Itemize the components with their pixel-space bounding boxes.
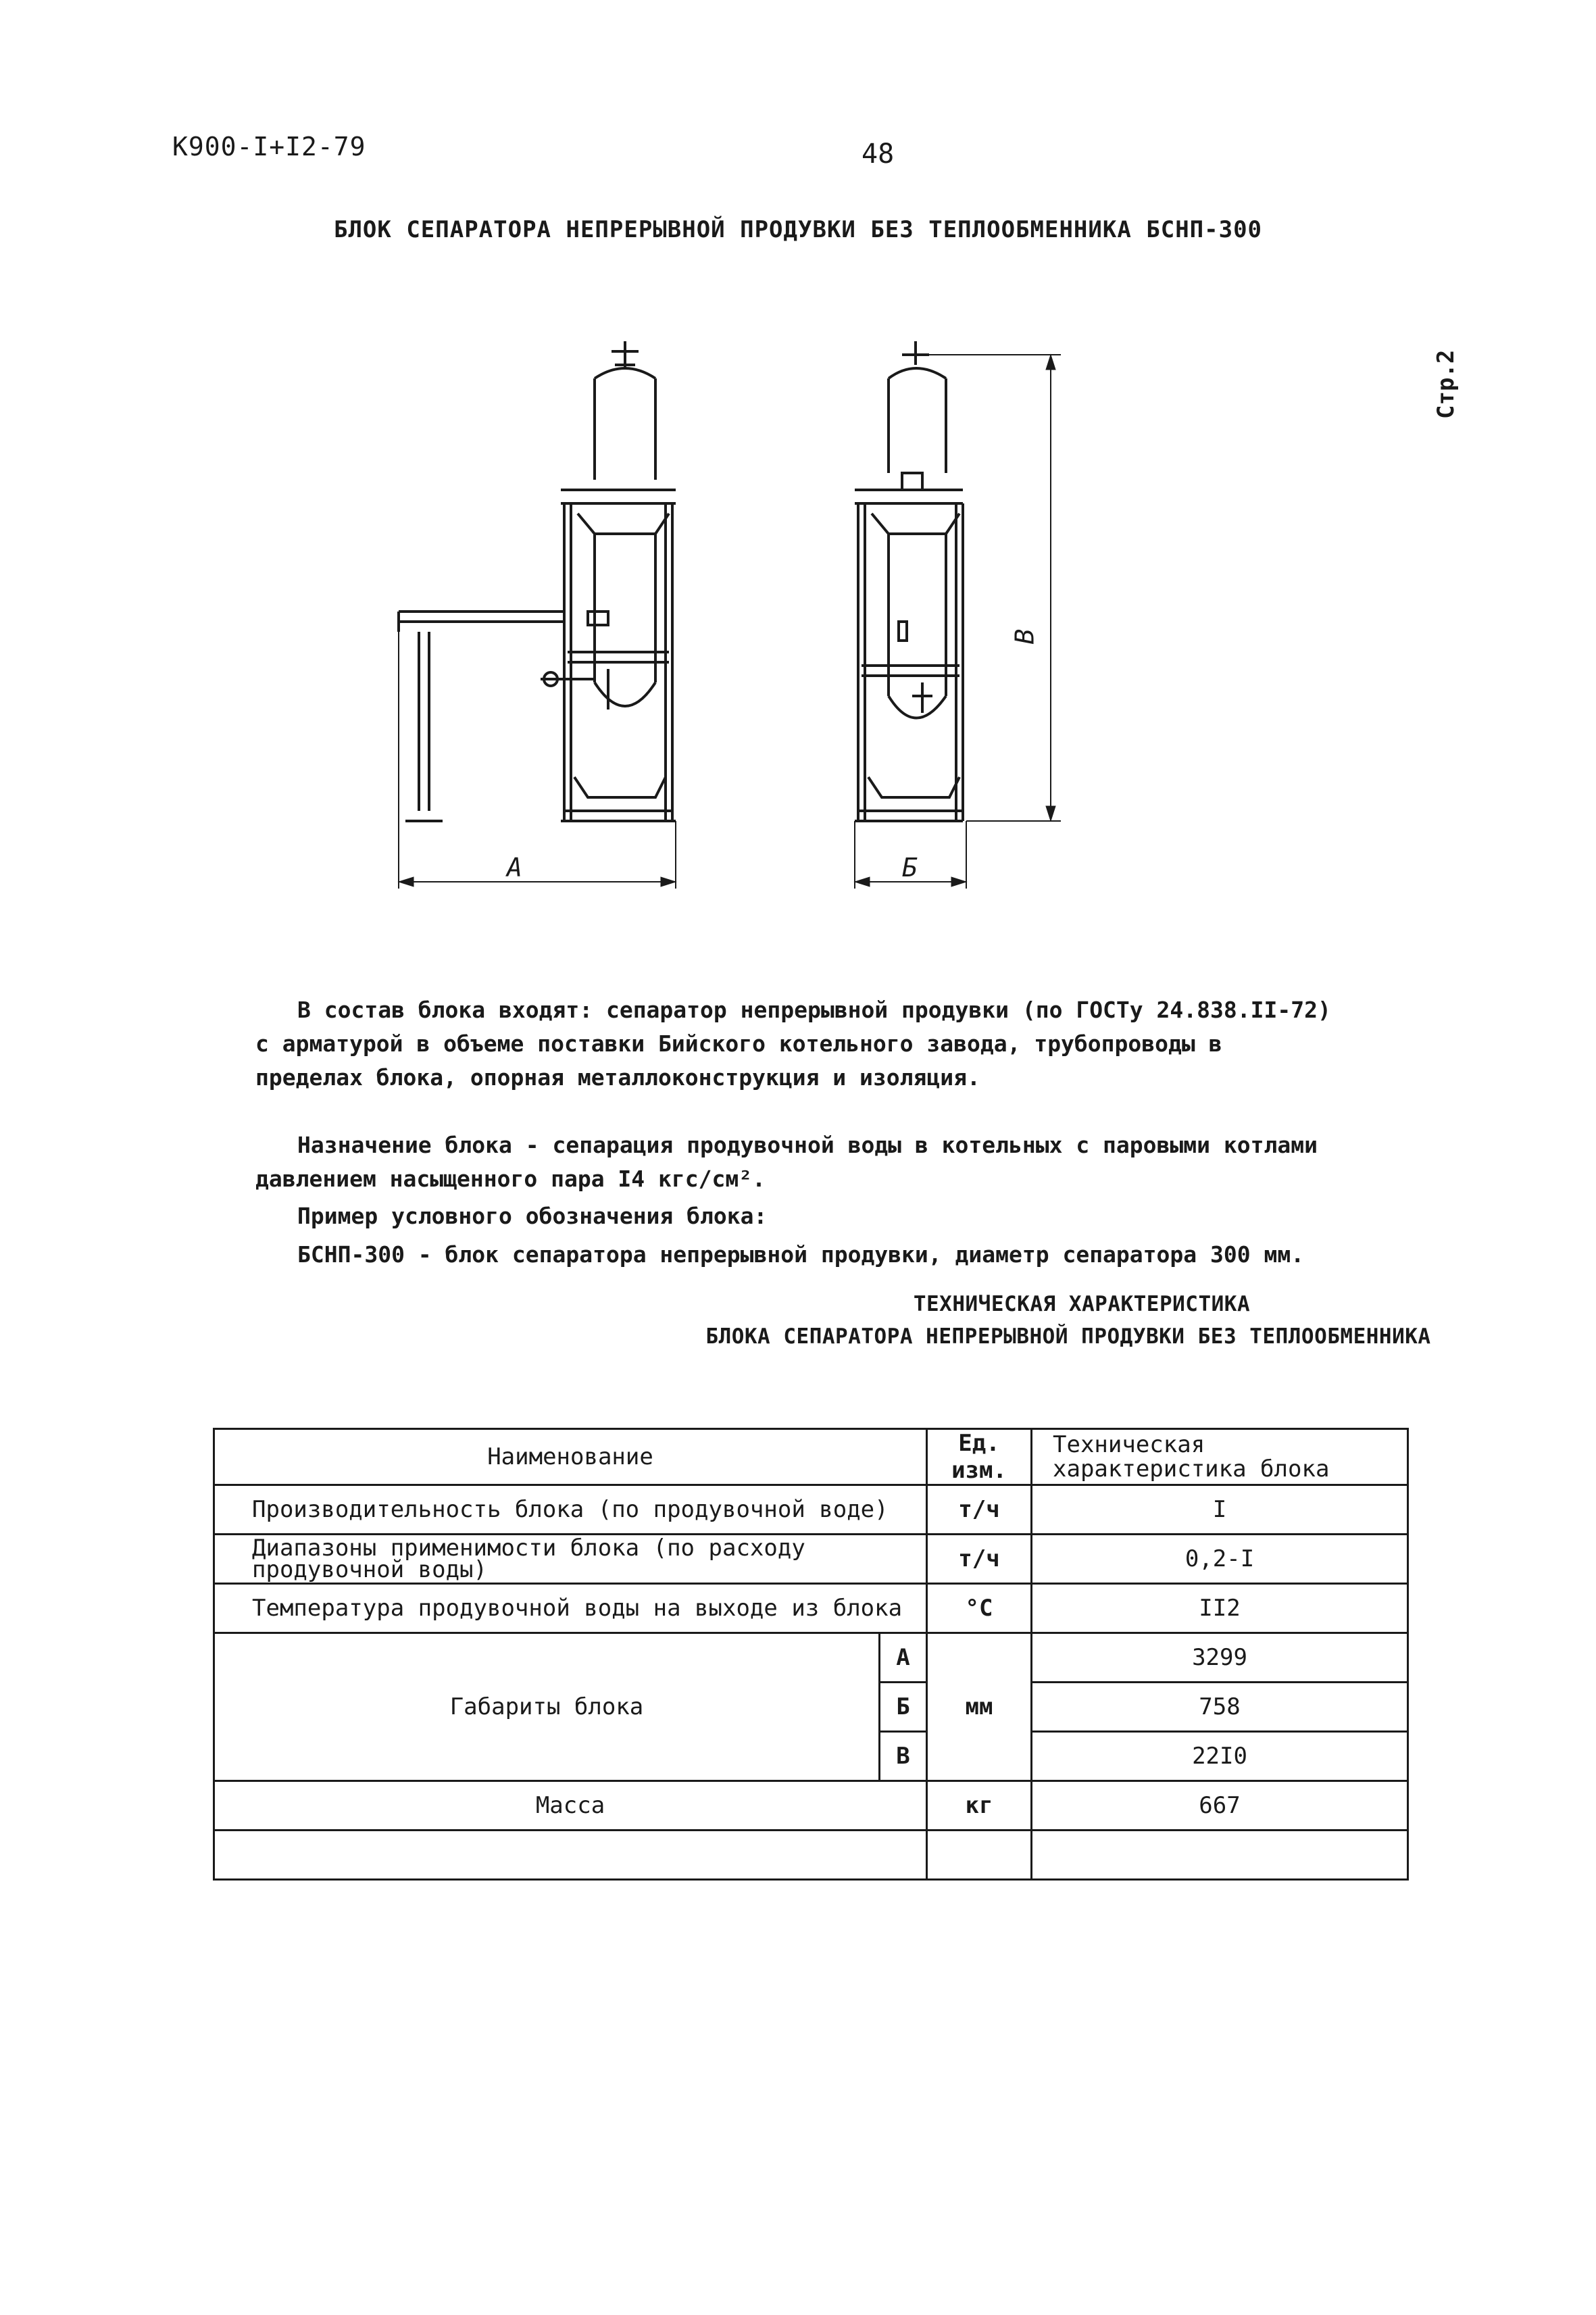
empty-row bbox=[214, 1831, 1408, 1880]
purpose-line-2: давлением насыщенного пара I4 кгс/см². bbox=[255, 1166, 766, 1192]
dimension-label-b: Б bbox=[902, 853, 918, 882]
empty-cell bbox=[1032, 1831, 1408, 1880]
sheet-side-label: Стр.2 bbox=[1432, 349, 1460, 419]
table-row bbox=[214, 1584, 1408, 1633]
row-value: I bbox=[1032, 1485, 1408, 1535]
technical-drawing bbox=[0, 0, 1596, 946]
table-header-row bbox=[214, 1429, 1408, 1485]
dims-value-a: 3299 bbox=[1032, 1633, 1408, 1683]
tech-title-line-1: ТЕХНИЧЕСКАЯ ХАРАКТЕРИСТИКА bbox=[913, 1292, 1251, 1316]
header-unit: Ед. изм. bbox=[927, 1429, 1032, 1485]
mass-name: Масса bbox=[214, 1781, 927, 1831]
purpose-paragraph bbox=[255, 1128, 1318, 1196]
dims-unit: мм bbox=[927, 1633, 1032, 1781]
tech-title-line-2: БЛОКА СЕПАРАТОРА НЕПРЕРЫВНОЙ ПРОДУВКИ БЕЗ ТЕПЛООБМЕННИКА bbox=[705, 1324, 1431, 1349]
row-value: 0,2-I bbox=[1032, 1535, 1408, 1584]
row-name: Производительность блока (по продувочной воде) bbox=[214, 1485, 927, 1535]
row-name: Температура продувочной воды на выходе из блока bbox=[214, 1584, 927, 1633]
purpose-line-1: Назначение блока - сепарация продувочной воды в котельных с паровыми котлами bbox=[297, 1132, 1318, 1158]
dims-letter-a: А bbox=[880, 1633, 927, 1683]
composition-line-1: В состав блока входят: сепаратор непрерывной продувки (по ГОСТу 24.838.II-72) bbox=[297, 997, 1331, 1023]
row-name: Диапазоны применимости блока (по расходу продувочной воды) bbox=[214, 1535, 927, 1584]
dimension-label-a: А bbox=[507, 853, 522, 882]
composition-paragraph bbox=[255, 993, 1331, 1095]
header-value-line-2: характеристика блока bbox=[1053, 1455, 1330, 1483]
dims-name: Габариты блока bbox=[214, 1633, 880, 1781]
page-number: 48 bbox=[862, 139, 895, 170]
table-row bbox=[214, 1535, 1408, 1584]
document-code: К900-I+I2-79 bbox=[172, 132, 366, 161]
dims-value-b: 758 bbox=[1032, 1683, 1408, 1732]
row-unit: °С bbox=[927, 1584, 1032, 1633]
dimension-label-v: В bbox=[1009, 628, 1040, 645]
mass-row bbox=[214, 1781, 1408, 1831]
mass-value: 667 bbox=[1032, 1781, 1408, 1831]
table-row bbox=[214, 1485, 1408, 1535]
page-title: БЛОК СЕПАРАТОРА НЕПРЕРЫВНОЙ ПРОДУВКИ БЕЗ ТЕПЛООБМЕННИКА БСНП-300 bbox=[333, 216, 1263, 243]
dims-letter-v: В bbox=[880, 1732, 927, 1781]
composition-line-2: с арматурой в объеме поставки Бийского котельного завода, трубопроводы в bbox=[255, 1030, 1222, 1057]
spec-table bbox=[213, 1428, 1409, 1881]
row-unit: т/ч bbox=[927, 1485, 1032, 1535]
dims-value-v: 22I0 bbox=[1032, 1732, 1408, 1781]
header-value bbox=[1032, 1429, 1408, 1485]
front-view bbox=[399, 341, 676, 889]
header-name: Наименование bbox=[214, 1429, 927, 1485]
example-text: БСНП-300 - блок сепаратора непрерывной продувки, диаметр сепаратора 300 мм. bbox=[297, 1241, 1305, 1268]
empty-cell bbox=[927, 1831, 1032, 1880]
dims-row-a bbox=[214, 1633, 1408, 1683]
row-value: II2 bbox=[1032, 1584, 1408, 1633]
example-heading: Пример условного обозначения блока: bbox=[297, 1203, 768, 1229]
row-unit: т/ч bbox=[927, 1535, 1032, 1584]
header-value-line-1: Техническая bbox=[1053, 1431, 1205, 1458]
empty-cell bbox=[214, 1831, 927, 1880]
dims-letter-b: Б bbox=[880, 1683, 927, 1732]
side-view bbox=[855, 341, 1061, 889]
composition-line-3: пределах блока, опорная металлоконструкция и изоляция. bbox=[255, 1064, 980, 1091]
mass-unit: кг bbox=[927, 1781, 1032, 1831]
